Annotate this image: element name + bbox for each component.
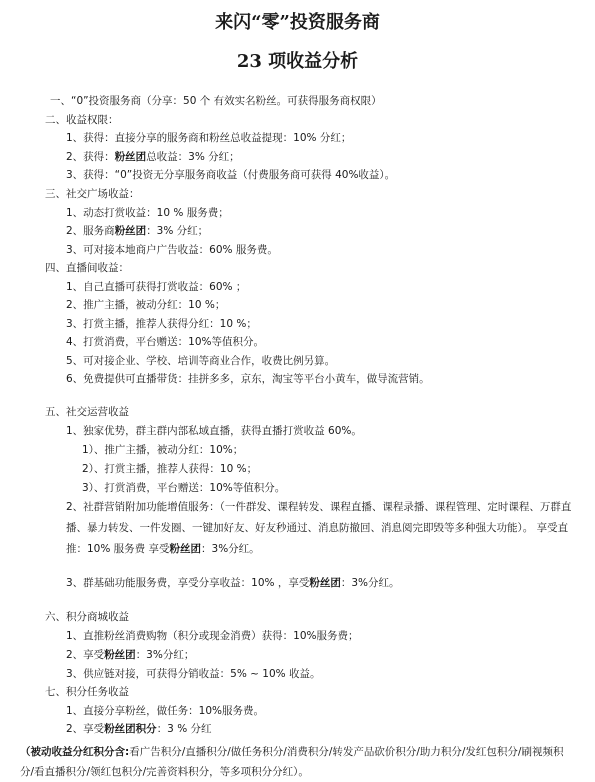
list-item: 2、获得：粉丝团总收益：3% 分红； <box>66 151 240 163</box>
section-1-heading: 一、“0”投资服务商（分享：50 个 有效实名粉丝。可获得服务商权限） <box>50 95 382 107</box>
list-item: 3、可对接本地商户广告收益：60% 服务费。 <box>66 244 278 256</box>
section-2-heading: 二、收益权限： <box>45 114 119 126</box>
list-item: 2、服务商粉丝团：3% 分红； <box>66 225 209 237</box>
document-title: 来闪“零”投资服务商 <box>215 12 380 33</box>
list-item: 1、自己直播可获得打赏收益：60% ； <box>66 281 247 293</box>
list-item: 2）、打赏主播，推荐人获得：10 %； <box>82 463 258 475</box>
list-item: 1、获得：直接分享的服务商和粉丝总收益提现：10% 分红； <box>66 132 352 144</box>
list-item: 4、打赏消费，平台赠送：10%等值积分。 <box>66 336 265 348</box>
list-item: 3、打赏主播，推荐人获得分红：10 %； <box>66 318 257 330</box>
list-item: 5、可对接企业、学校、培训等商业合作，收费比例另算。 <box>66 355 336 367</box>
list-item: 2、享受粉丝团积分：3 % 分红 <box>66 723 212 735</box>
list-item: 6、免费提供可直播带货：挂拼多多，京东，淘宝等平台小黄车，做导流营销。 <box>66 373 430 385</box>
document-subtitle: 23 项收益分析 <box>236 51 359 72</box>
list-item: 2、社群营销附加功能增值服务：（一件群发、课程转发、课程直播、课程录播、课程管理、定时课程、万群直播、暴力转发、一件发圈、一键加好友、好友秒通过、消息防撤回、消息阅完即毁等多种强大功能）。 享受直推：10% 服务费 享受粉丝团：3%分红。 <box>66 501 572 555</box>
list-item: 2、推广主播，被动分红：10 %； <box>66 299 226 311</box>
list-item: 1、直推粉丝消费购物（积分或现金消费）获得：10%服务费； <box>66 630 359 642</box>
section-3-heading: 三、社交广场收益： <box>45 188 140 200</box>
list-item: 3）、打赏消费，平台赠送：10%等值积分。 <box>82 482 286 494</box>
section-4-heading: 四、直播间收益： <box>45 262 129 274</box>
list-item: 3、供应链对接，可获得分销收益：5% ~ 10% 收益。 <box>66 668 321 680</box>
list-item: 3、群基础功能服务费，享受分享收益：10% ，享受粉丝团：3%分红。 <box>66 577 400 589</box>
section-7-heading: 七、积分任务收益 <box>45 686 129 698</box>
list-item: 3、获得：“0”投资无分享服务商收益（付费服务商可获得 40%收益）。 <box>66 169 396 181</box>
section-5-heading: 五、社交运营收益 <box>45 406 129 418</box>
list-item: 1、动态打赏收益：10 % 服务费； <box>66 207 229 219</box>
list-item: 1、独家优势，群主群内部私域直播，获得直播打赏收益 60%。 <box>66 425 362 437</box>
list-item: 1）、推广主播，被动分红：10%； <box>82 444 244 456</box>
list-item: 2、享受粉丝团：3%分红； <box>66 649 195 661</box>
section-6-heading: 六、积分商城收益 <box>45 611 129 623</box>
note-paragraph: （被动收益分红积分含:看广告积分/直播积分/做任务积分/消费积分/转发产品砍价积分/助力积分/发红包积分/刷视频积分/看直播积分/领红包积分/完善资料积分，等多项积分分红）。 <box>20 746 564 778</box>
list-item: 1、直接分享粉丝，做任务：10%服务费。 <box>66 705 265 717</box>
